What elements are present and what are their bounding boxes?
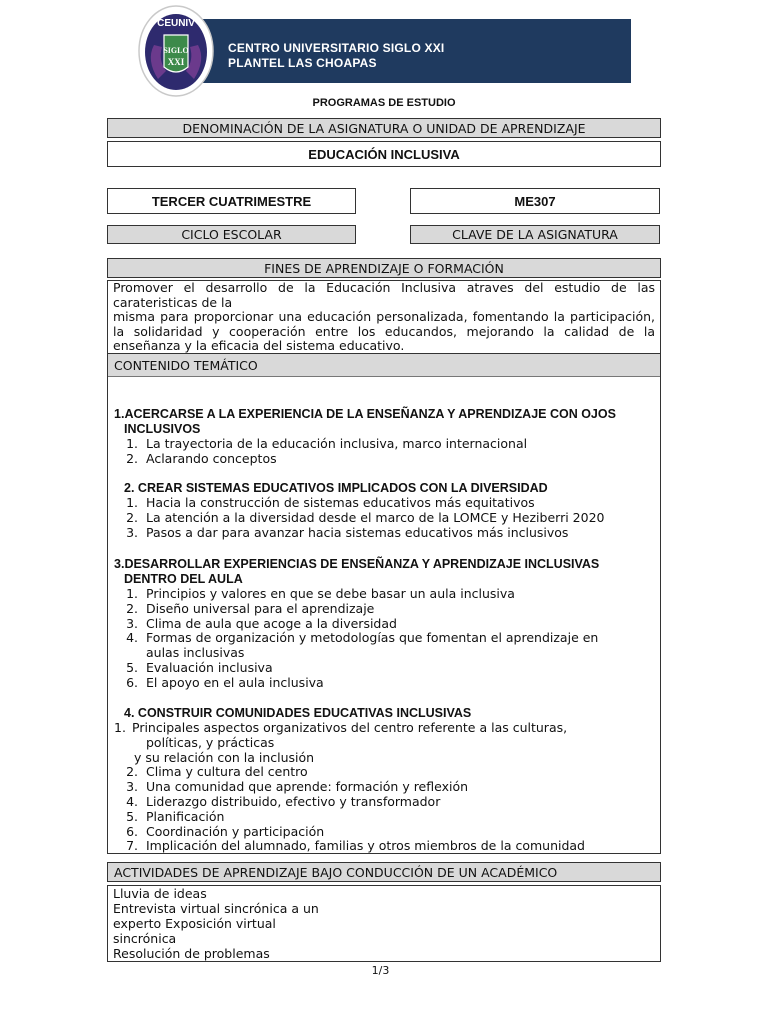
list-item: 4. Formas de organización y metodologías que fomentan el aprendizaje en	[126, 630, 599, 646]
unit-title: 1.ACERCARSE A LA EXPERIENCIA DE LA ENSEÑANZA Y APRENDIZAJE CON OJOS	[114, 407, 616, 421]
fines-label: FINES DE APRENDIZAJE O FORMACIÓN	[107, 258, 661, 278]
page-number: 1/3	[371, 963, 390, 977]
list-item: 2. La atención a la diversidad desde el marco de la LOMCE y Heziberri 2020	[126, 509, 605, 525]
list-item: 6. El apoyo en el aula inclusiva	[126, 674, 324, 690]
actividades-text	[107, 885, 661, 962]
unit-title: 3.DESARROLLAR EXPERIENCIAS DE ENSEÑANZA Y APRENDIZAJE INCLUSIVAS	[114, 557, 600, 571]
unit-title: 4. CONSTRUIR COMUNIDADES EDUCATIVAS INCLUSIVAS	[124, 706, 472, 720]
actividad-line: Entrevista virtual sincrónica a un	[113, 901, 319, 916]
list-item-cont: políticas, y prácticas	[146, 734, 275, 750]
list-item: 7. Implicación del alumnado, familias y otros miembros de la comunidad	[126, 838, 585, 854]
asignatura-name: EDUCACIÓN INCLUSIVA	[107, 141, 661, 167]
list-item: 3. Una comunidad que aprende: formación y reflexión	[126, 779, 469, 795]
actividad-line: sincrónica	[113, 931, 177, 946]
unit-title-cont: INCLUSIVOS	[124, 422, 201, 436]
list-item: 1. La trayectoria de la educación inclusiva, marco internacional	[126, 436, 528, 451]
clave-value: ME307	[410, 188, 660, 214]
list-item: 3. Pasos a dar para avanzar hacia sistemas educativos más inclusivos	[126, 524, 569, 540]
clave-label: CLAVE DE LA ASIGNATURA	[410, 225, 660, 244]
list-item: 2. Aclarando conceptos	[126, 450, 277, 466]
banner-line-1: CENTRO UNIVERSITARIO SIGLO XXI	[228, 41, 445, 55]
contenido-section	[107, 353, 661, 854]
unit-title-cont: DENTRO DEL AULA	[124, 572, 243, 586]
fines-text	[107, 280, 661, 354]
unit-title: 2. CREAR SISTEMAS EDUCATIVOS IMPLICADOS CON LA DIVERSIDAD	[124, 481, 548, 495]
list-item: 5. Evaluación inclusiva	[126, 659, 273, 675]
list-item: 2. Diseño universal para el aprendizaje	[126, 600, 375, 616]
list-item: 3. Clima de aula que acoge a la diversidad	[126, 615, 397, 631]
list-item: 4. Liderazgo distribuido, efectivo y transformador	[126, 793, 441, 809]
list-item: 1. Principios y valores en que se debe basar un aula inclusiva	[126, 586, 515, 601]
header-banner	[167, 19, 631, 83]
logo-sub: SIGLO	[163, 46, 189, 55]
actividad-line: Lluvia de ideas	[113, 886, 207, 901]
logo-sub2: XXI	[167, 57, 185, 67]
list-item: 2. Clima y cultura del centro	[126, 764, 308, 780]
contenido-label: CONTENIDO TEMÁTICO	[108, 354, 660, 377]
unit-3	[114, 557, 654, 691]
actividad-line: experto Exposición virtual	[113, 916, 276, 931]
unit-4	[114, 706, 654, 854]
banner-line-2: PLANTEL LAS CHOAPAS	[228, 56, 377, 70]
list-item: 5. Planificación	[126, 808, 225, 824]
list-item: 1. Principales aspectos organizativos del centro referente a las culturas,	[114, 720, 568, 735]
logo-text: CEUNIV	[157, 18, 195, 29]
ciclo-label: CICLO ESCOLAR	[107, 225, 356, 244]
university-logo	[138, 5, 214, 97]
ciclo-value: TERCER CUATRIMESTRE	[107, 188, 356, 214]
programas-title: PROGRAMAS DE ESTUDIO	[312, 97, 456, 109]
unit-1	[114, 407, 654, 467]
fines-line: Promover el desarrollo de la Educación Inclusiva atraves del estudio de las carateristicas de la	[113, 280, 655, 310]
list-item: 1. Hacia la construcción de sistemas educativos más equitativos	[126, 495, 535, 510]
actividades-label: ACTIVIDADES DE APRENDIZAJE BAJO CONDUCCIÓN DE UN ACADÉMICO	[107, 862, 661, 882]
list-item-cont: aulas inclusivas	[146, 645, 245, 661]
fines-line: misma para proporcionar una educación personalizada, fomentando la participación, la solidaridad y cooperación entre los educandos, mejorando la calidad de la enseñanza y la eficacia del sistema educativo.	[113, 309, 655, 353]
list-item-cont: y su relación con la inclusión	[134, 749, 315, 765]
denominacion-label: DENOMINACIÓN DE LA ASIGNATURA O UNIDAD DE APRENDIZAJE	[107, 118, 661, 138]
list-item: 6. Coordinación y participación	[126, 823, 325, 839]
actividad-line: Resolución de problemas	[113, 946, 270, 961]
unit-2	[114, 481, 654, 540]
